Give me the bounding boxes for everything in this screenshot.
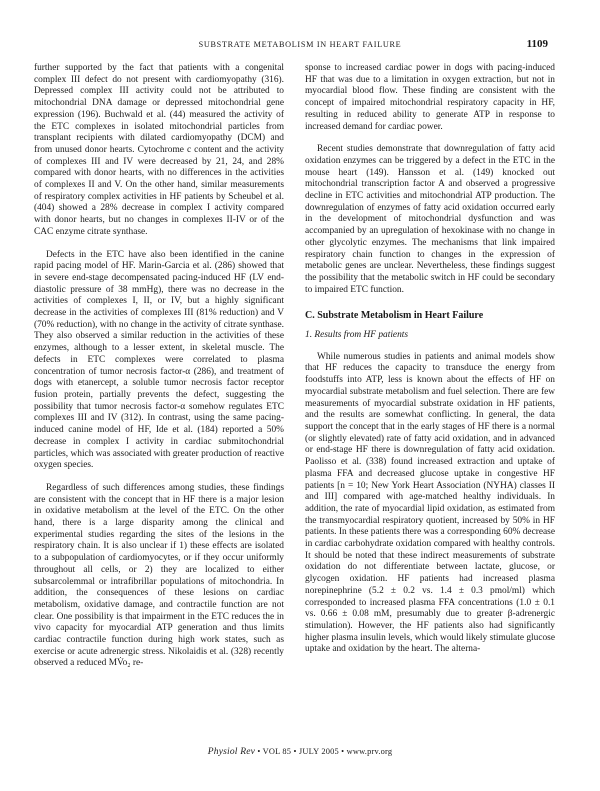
page-number: 1109	[526, 38, 548, 50]
journal-name: Physiol Rev	[207, 747, 256, 757]
paragraph: sponse to increased cardiac power in dogs with pacing-induced HF that was due to a limitation in oxygen extraction, but not in myocardial blood flow. These finding are consistent with the concept of impaired mitochondrial respiratory capacity in HF, resulting in reduced ability to generate ATP in response to increased demand for cardiac power.	[305, 63, 555, 132]
issue-info: • VOL 85 • JULY 2005 • www.prv.org	[255, 747, 393, 756]
paragraph: Recent studies demonstrate that downregulation of fatty acid oxidation enzymes can be triggered by a defect in the ETC in the mouse heart (149). Hansson et al. (149) knocked out mitochondrial transcription factor A and observed a progressive decline in ETC activities and mitochondrial ATP production. The downregulation of enzymes of fatty acid oxidation occurred early in the development of mitochondrial dysfunction and was accompanied by an upregulation of hexokinase with no change in other glycolytic enzymes. The mechanisms that link impaired respiratory chain function to changes in the expression of metabolic genes are unclear. Nevertheless, these findings suggest the possibility that the metabolic switch in HF could be secondary to impaired ETC function.	[305, 144, 555, 295]
section-heading: C. Substrate Metabolism in Heart Failure	[305, 310, 484, 322]
running-title: SUBSTRATE METABOLISM IN HEART FAILURE	[198, 40, 402, 49]
paragraph: Regardless of such differences among studies, these findings are consistent with the concept that in HF there is a major lesion in oxidative metabolism at the level of the ETC. On the other hand, there is a large disparity among the clinical and experimental studies regarding the sites of the lesions in the respiratory chain. It is also unclear if 1) these effects are isolated to a subpopulation of cardiomyocytes, or if they occur uniformly throughout all cells, or 2) they are localized to either subsarcolemmal or intrafibrillar populations of mitochondria. In addition, the consequences of these lesions on cardiac metabolism, oxidative damage, and contractile function are not clear. One possibility is that impairment in the ETC reduces the in vivo capacity for myocardial ATP generation and thus limits cardiac contractile function during high work states, such as exercise or acute adrenergic stress. Nikolaidis et al. (328) recently observed a reduced MV̇o₂ re-	[34, 482, 284, 669]
paragraph: Defects in the ETC have also been identified in the canine rapid pacing model of HF. Marin-Garcia et al. (286) showed that in severe end-stage decompensated pacing-induced HF (LV end-diastolic pressure of 38 mmHg), there was no decrease in the activities of complexes I, II, or IV, but a highly significant decrease in the activities of complexes III (81% reduction) and V (70% reduction), with no change in the activity of citrate synthase. They also observed a similar reduction in the activities of these enzymes, although to a lesser extent, in skeletal muscle. The defects in ETC complexes were correlated to plasma concentration of tumor necrosis factor-α (286), and treatment of dogs with etanercept, a soluble tumor necrosis factor receptor fusion protein, partially prevents the defect, suggesting the possibility that tumor necrosis factor-α somehow regulates ETC complexes III and IV (312). In contrast, using the same pacing-induced canine model of HF, Ide et al. (184) reported a 50% decrease in complex I activity in cardiac submitochondrial particles, which was associated with greater production of reactive oxygen species.	[34, 249, 284, 471]
subsection-heading: 1. Results from HF patients	[305, 330, 409, 341]
paragraph: While numerous studies in patients and animal models show that HF reduces the capacity to transduce the energy from foodstuffs into ATP, less is known about the effects of HF on myocardial substrate metabolism and fuel selection. There are few measurements of myocardial substrate oxidation in HF patients, and the results are somewhat conflicting. In general, the data support the concept that in the early stages of HF there is a normal (or slightly elevated) rate of fatty acid oxidation, and in advanced or end-stage HF there is downregulation of fatty acid oxidation. Paolisso et al. (338) found increased extraction and uptake of plasma FFA and decreased glucose uptake in congestive HF patients [n = 10; New York Heart Association (NYHA) classes II and III] compared with age-matched healthy individuals. In addition, the rate of myocardial lipid oxidation, as estimated from the transmyocardial respiratory quotient, increased by 50% in HF patients. In these patients there was a corresponding 60% decrease in cardiac carbohydrate oxidation compared with healthy controls. It should be noted that these indirect measurements of substrate oxidation do not differentiate between lactate, glucose, or glycogen oxidation. HF patients had increased plasma norepinephrine (5.2 ± 0.2 vs. 1.4 ± 0.3 pmol/ml) which corresponded to increased plasma FFA concentrations (1.0 ± 0.1 vs. 0.66 ± 0.08 mM, presumably due to greater β-adrenergic stimulation). However, the HF patients also had significantly higher plasma insulin levels, which would likely stimulate glucose uptake and oxidation by the heart. The alterna-	[305, 351, 555, 655]
right-column	[305, 63, 555, 656]
left-column	[34, 63, 284, 670]
paragraph: further supported by the fact that patients with a congenital complex III defect do not present with cardiomyopathy (316). Depressed complex III activity could not be attributed to mitochondrial DNA damage or depressed mitochondrial gene expression (196). Buchwald et al. (44) measured the activity of the ETC complexes in isolated mitochondrial particles from transplant recipients with dilated cardiomyopathy (DCM) and from unused donor hearts. Cytochrome c content and the activity of complexes III and IV were decreased by 21, 24, and 28% compared with donor hearts, with no differences in the activities of complexes II and V. On the other hand, similar measurements of respiratory complex activities in HF patients by Scheubel et al. (404) showed a 28% decrease in complex I activity compared with donor hearts, but no changes in complexes II-IV or of the CAC enzyme citrate synthase.	[34, 63, 284, 237]
page-footer	[0, 747, 600, 757]
